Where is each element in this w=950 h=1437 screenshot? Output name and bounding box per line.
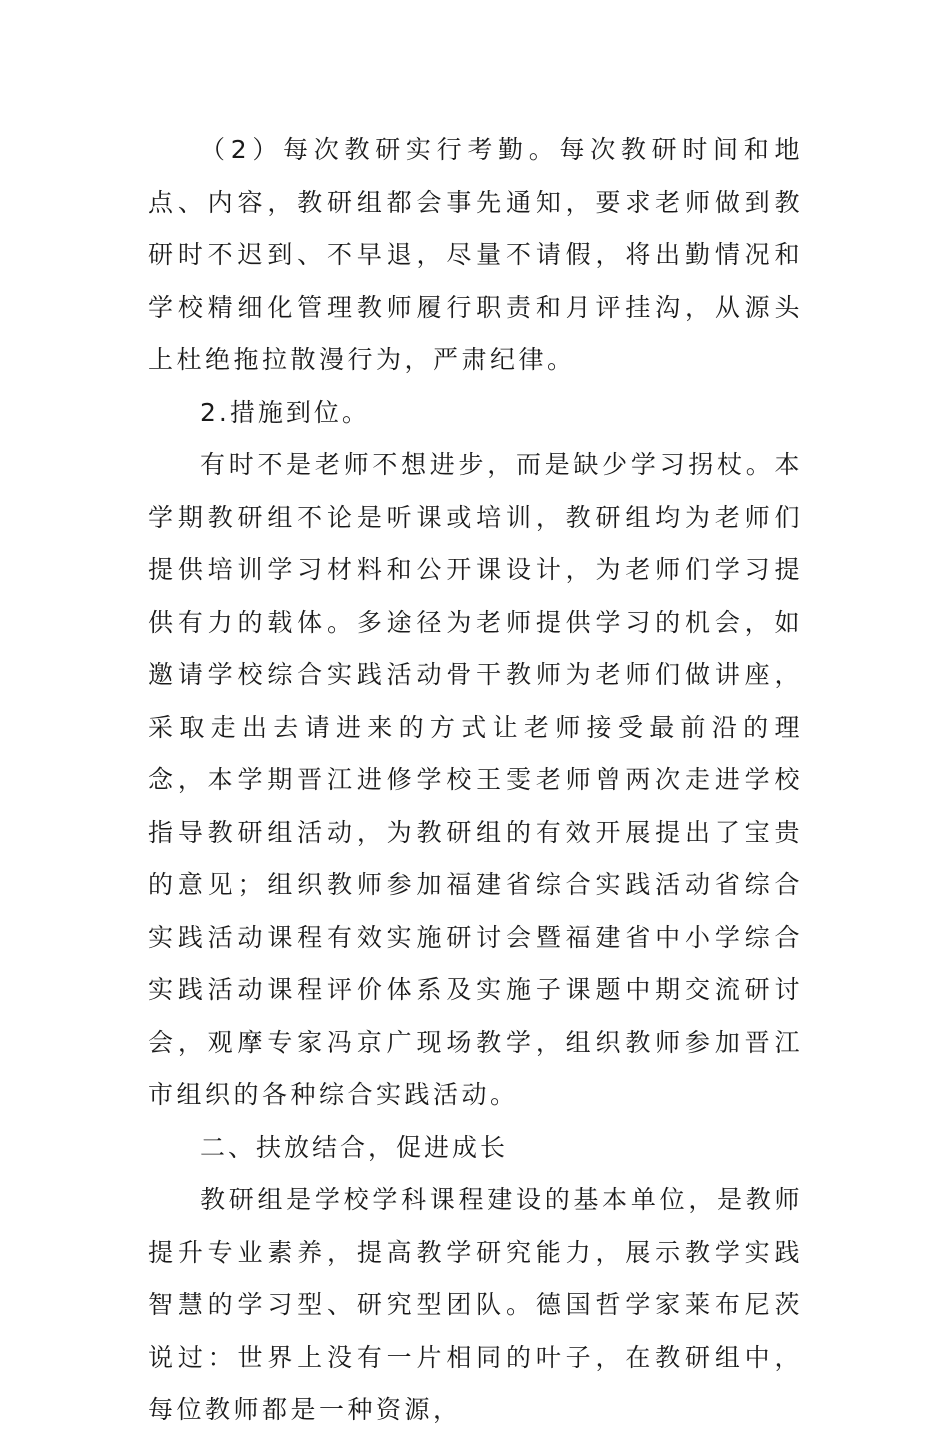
paragraph-attendance: （2）每次教研实行考勤。每次教研时间和地点、内容，教研组都会事先通知，要求老师做到教研时不迟到、不早退，尽量不请假，将出勤情况和学校精细化管理教师履行职责和月评挂沟，从源头上杜绝拖拉散漫行为，严肃纪律。 bbox=[148, 135, 803, 374]
document-body bbox=[148, 124, 803, 1437]
paragraph-research-group: 教研组是学校学科课程建设的基本单位，是教师提升专业素养，提高教学研究能力，展示教学实践智慧的学习型、研究型团队。德国哲学家莱布尼茨说过：世界上没有一片相同的叶子，在教研组中，每位教师都是一种资源， bbox=[148, 1185, 803, 1424]
section-heading-growth: 二、扶放结合，促进成长 bbox=[200, 1132, 509, 1162]
paragraph-learning-support: 有时不是老师不想进步，而是缺少学习拐杖。本学期教研组不论是听课或培训，教研组均为老师们提供培训学习材料和公开课设计，为老师们学习提供有力的载体。多途径为老师提供学习的机会，如邀请学校综合实践活动骨干教师为老师们做讲座，采取走出去请进来的方式让老师接受最前沿的理念，本学期晋江进修学校王雯老师曾两次走进学校指导教研组活动，为教研组的有效开展提出了宝贵的意见；组织教师参加福建省综合实践活动省综合实践活动课程有效实施研讨会暨福建省中小学综合实践活动课程评价体系及实施子课题中期交流研讨会，观摩专家冯京广现场教学，组织教师参加晋江市组织的各种综合实践活动。 bbox=[148, 450, 803, 1109]
section-heading-measures: 2.措施到位。 bbox=[200, 397, 370, 427]
